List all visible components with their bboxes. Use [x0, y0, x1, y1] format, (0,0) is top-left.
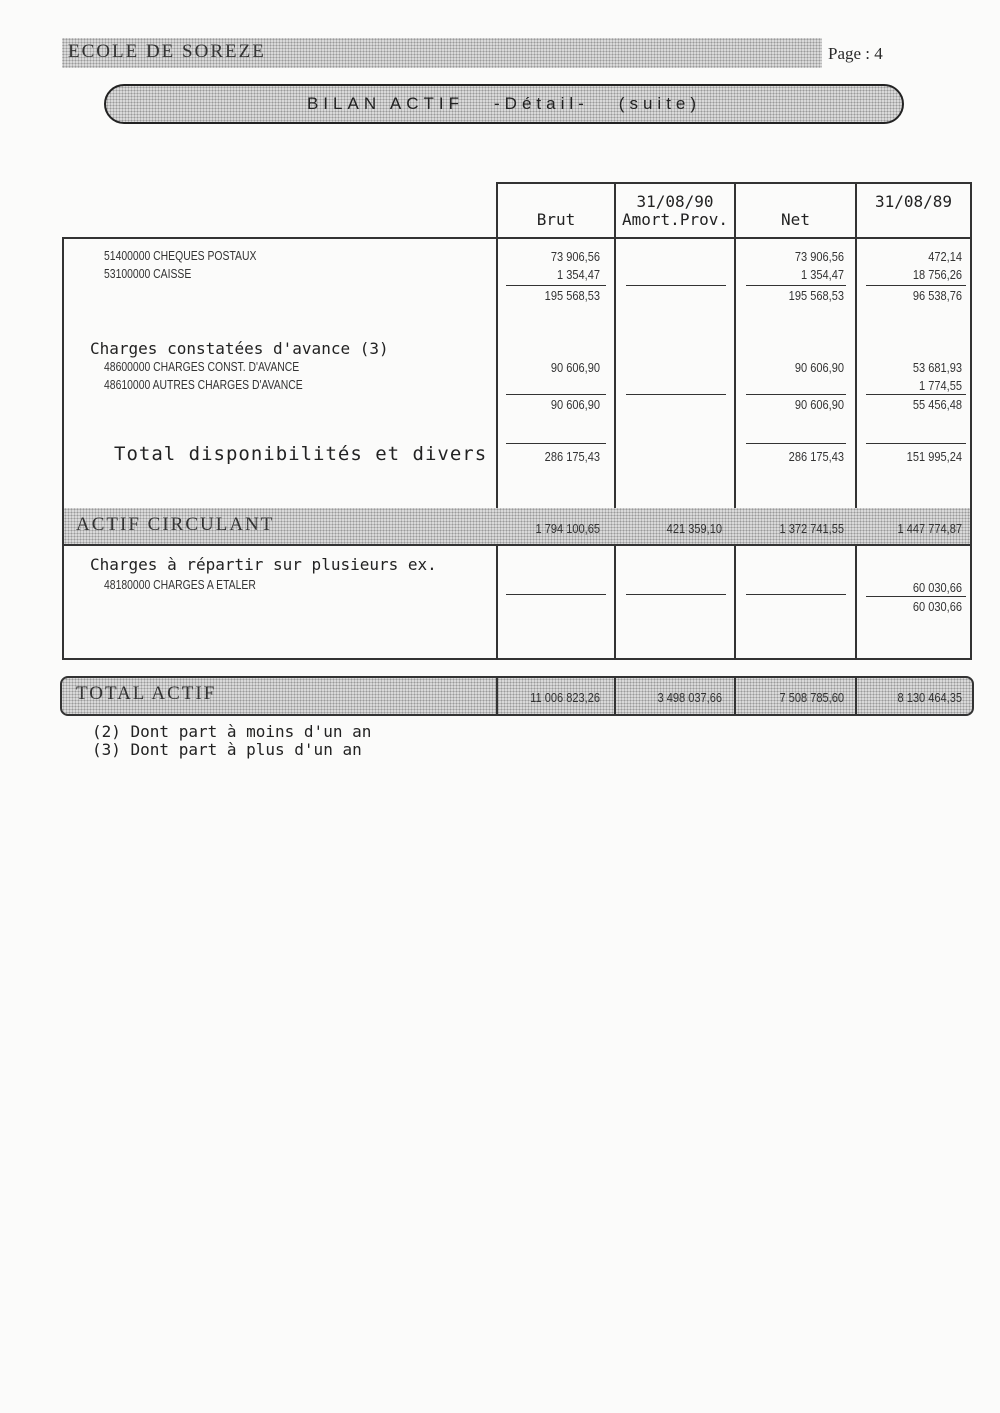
sum-rule	[626, 285, 726, 286]
circulant-prev: 1 447 774,87	[897, 521, 962, 536]
col-divider	[855, 678, 857, 714]
sum-rule	[506, 285, 606, 286]
title-banner	[104, 84, 904, 124]
account-label: 48610000 AUTRES CHARGES D'AVANCE	[104, 377, 303, 392]
cell-prev: 472,14	[928, 249, 962, 264]
cell-net: 73 906,56	[794, 249, 844, 264]
total-rule	[506, 443, 606, 444]
total-rule	[746, 443, 846, 444]
total-actif-amort: 3 498 037,66	[657, 690, 722, 705]
total-disponibilites-label: Total disponibilités et divers	[114, 443, 488, 465]
subtotal-brut: 195 568,53	[544, 288, 600, 303]
cell-brut: 90 606,90	[550, 360, 600, 375]
subtotal-prev: 60 030,66	[912, 599, 962, 614]
cell-prev: 53 681,93	[912, 360, 962, 375]
circulant-bottom-line	[62, 544, 972, 546]
cell-brut: 1 354,47	[556, 267, 600, 282]
page-number: Page : 4	[828, 44, 883, 63]
footnote: (2) Dont part à moins d'un an	[92, 722, 372, 741]
cell-net: 1 354,47	[800, 267, 844, 282]
account-label: 53100000 CAISSE	[104, 266, 192, 281]
total-prev: 151 995,24	[906, 449, 962, 464]
sum-rule	[626, 594, 726, 595]
total-actif-prev: 8 130 464,35	[897, 690, 962, 705]
sum-rule	[506, 594, 606, 595]
circulant-brut: 1 794 100,65	[535, 521, 600, 536]
col-divider	[734, 182, 736, 660]
account-label: 48600000 CHARGES CONST. D'AVANCE	[104, 359, 300, 374]
col-divider	[855, 182, 857, 660]
total-actif-net: 7 508 785,60	[779, 690, 844, 705]
sum-rule	[746, 594, 846, 595]
col-divider	[734, 678, 736, 714]
cell-net: 90 606,90	[794, 360, 844, 375]
col-header-net: Net	[781, 210, 810, 229]
total-brut: 286 175,43	[544, 449, 600, 464]
school-header-band	[62, 38, 822, 68]
col-header-amort: Amort.Prov.	[622, 210, 728, 229]
subtotal-prev: 55 456,48	[912, 397, 962, 412]
circulant-net: 1 372 741,55	[779, 521, 844, 536]
col-divider	[970, 182, 972, 660]
banner-suite: (suite)	[618, 94, 702, 113]
body-left-line	[62, 237, 64, 660]
sum-rule	[746, 285, 846, 286]
body-bottom-line	[62, 658, 972, 660]
header-top-line	[496, 182, 972, 184]
cell-prev: 60 030,66	[912, 580, 962, 595]
cell-prev: 18 756,26	[912, 267, 962, 282]
subtotal-net: 90 606,90	[794, 397, 844, 412]
col-header-period-1990: 31/08/90	[636, 192, 714, 211]
body-top-line	[62, 237, 972, 239]
total-actif-brut: 11 006 823,26	[530, 690, 600, 705]
sum-rule	[866, 285, 966, 286]
col-header-brut: Brut	[536, 210, 576, 229]
col-divider	[496, 182, 498, 660]
col-divider	[496, 678, 498, 714]
account-label: 51400000 CHEQUES POSTAUX	[104, 248, 257, 263]
total-net: 286 175,43	[788, 449, 844, 464]
sum-rule	[866, 596, 966, 597]
cell-brut: 73 906,56	[550, 249, 600, 264]
subtotal-net: 195 568,53	[788, 288, 844, 303]
sum-rule	[866, 394, 966, 395]
sum-rule	[626, 394, 726, 395]
subtotal-prev: 96 538,76	[912, 288, 962, 303]
sum-rule	[506, 394, 606, 395]
sum-rule	[746, 394, 846, 395]
col-divider	[614, 678, 616, 714]
subtotal-brut: 90 606,90	[550, 397, 600, 412]
school-name: ECOLE DE SOREZE	[68, 41, 266, 62]
account-label: 48180000 CHARGES A ETALER	[104, 577, 256, 592]
banner-title: BILAN ACTIF	[306, 94, 464, 113]
section-title-charges-avance: Charges constatées d'avance (3)	[90, 339, 389, 358]
banner-detail: -Détail-	[494, 94, 589, 113]
total-rule	[866, 443, 966, 444]
circulant-amort: 421 359,10	[666, 521, 722, 536]
col-divider	[614, 182, 616, 660]
col-header-period-1989: 31/08/89	[874, 192, 953, 211]
cell-prev: 1 774,55	[918, 378, 962, 393]
total-actif-label: TOTAL ACTIF	[76, 683, 217, 704]
section-title-charges-repartir: Charges à répartir sur plusieurs ex.	[90, 555, 437, 574]
actif-circulant-label: ACTIF CIRCULANT	[76, 514, 275, 535]
footnote: (3) Dont part à plus d'un an	[92, 740, 362, 759]
